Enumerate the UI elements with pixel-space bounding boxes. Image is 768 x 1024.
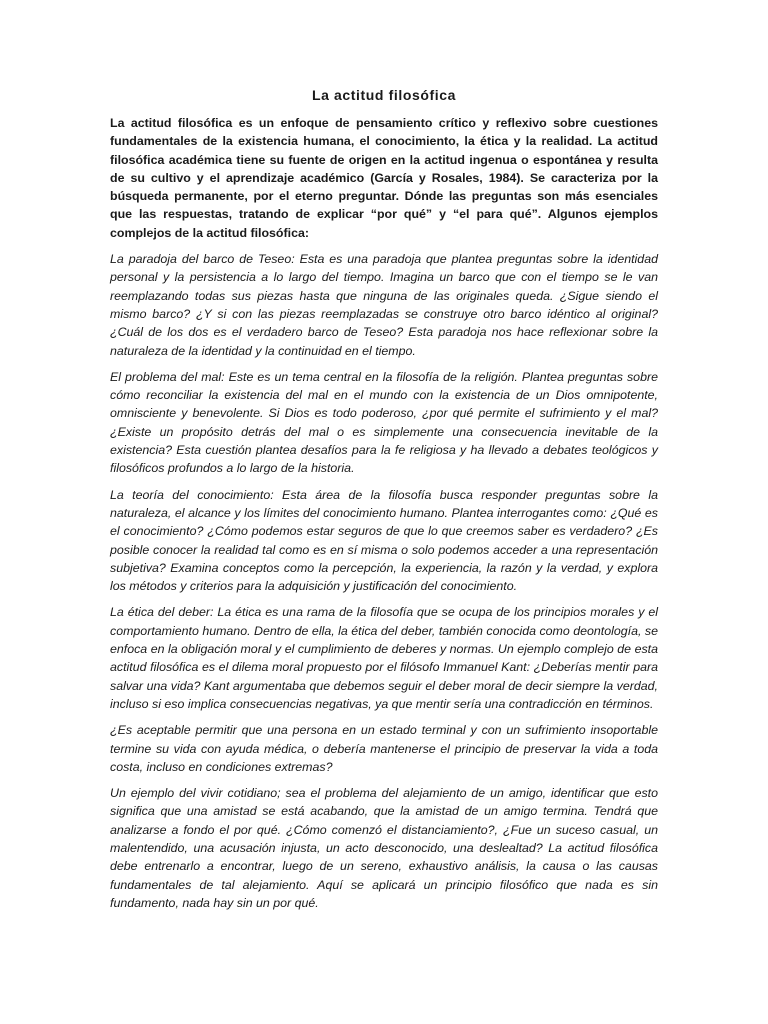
document-title: La actitud filosófica xyxy=(311,87,457,103)
paragraph-eutanasia: ¿Es aceptable permitir que una persona en un estado terminal y con un sufrimiento insoportable termine su vida con ayuda médica, o debería mantenerse el principio de preservar la vida a toda costa, incluso en condiciones extremas? xyxy=(110,723,658,774)
paragraph-vivir-cotidiano: Un ejemplo del vivir cotidiano; sea el problema del alejamiento de un amigo, identificar que esto significa que una amistad se está acabando, que la amistad de un amigo termina. Tendrá que analizarse a fondo el por qué. ¿Cómo comenzó el distanciamiento?, ¿Fue un suceso casual, un malentendido, una acusación injusta, un acto desconocido, una deslealtad? La actitud filosófica debe entrenarlo a encontrar, luego de un sereno, exhaustivo análisis, la causa o las causas fundamentales de tal alejamiento. Aquí se aplicará un principio filosófico que nada es sin fundamento, nada hay sin un por qué. xyxy=(110,786,658,910)
intro-paragraph: La actitud filosófica es un enfoque de pensamiento crítico y reflexivo sobre cuestiones fundamentales de la existencia humana, el conocimiento, la ética y la realidad. La actitud filosófica académica tiene su fuente de origen en la actitud ingenua o espontánea y resulta de su cultivo y el aprendizaje académico (García y Rosales, 1984). Se caracteriza por la búsqueda permanente, por el eterno preguntar. Dónde las preguntas son más esenciales que las respuestas, tratando de explicar “por qué” y “el para qué”. Algunos ejemplos complejos de la actitud filosófica: xyxy=(110,116,658,240)
paragraph-problema-del-mal: El problema del mal: Este es un tema central en la filosofía de la religión. Plantea preguntas sobre cómo reconciliar la existencia del mal en el mundo con la existencia de un Dios omnipotente, omnisciente y benevolente. Si Dios es todo poderoso, ¿por qué permite el sufrimiento y el mal? ¿Existe un propósito detrás del mal o es simplemente una consecuencia inevitable de la existencia? Esta cuestión plantea desafíos para la fe religiosa y ha llevado a debates teológicos y filosóficos profundos a lo largo de la historia. xyxy=(110,369,658,476)
paragraph-teoria-conocimiento: La teoría del conocimiento: Esta área de la filosofía busca responder preguntas sobre la naturaleza, el alcance y los límites del conocimiento humano. Plantea interrogantes como: ¿Qué es el conocimiento? ¿Cómo podemos estar seguros de que lo que creemos saber es verdadero? ¿Es posible conocer la realidad tal como es en sí misma o solo podemos acceder a una representación subjetiva? Examina conceptos como la percepción, la experiencia, la razón y la verdad, y explora los métodos y criterios para la adquisición y justificación del conocimiento. xyxy=(110,487,658,594)
paragraph-etica-deber: La ética del deber: La ética es una rama de la filosofía que se ocupa de los principios morales y el comportamiento humano. Dentro de ella, la ética del deber, también conocida como deontología, se enfoca en la obligación moral y el cumplimiento de deberes y normas. Un ejemplo complejo de esta actitud filosófica es el dilema moral propuesto por el filósofo Immanuel Kant: ¿Deberías mentir para salvar una vida? Kant argumentaba que debemos seguir el deber moral de decir siempre la verdad, incluso si eso implica consecuencias negativas, ya que mentir sería una contradicción en términos. xyxy=(110,605,658,711)
paragraph-teseo: La paradoja del barco de Teseo: Esta es una paradoja que plantea preguntas sobre la identidad personal y la persistencia a lo largo del tiempo. Imagina un barco que con el tiempo se le van reemplazando todas sus piezas hasta que ninguna de las originales queda. ¿Sigue siendo el mismo barco? ¿Y si con las piezas reemplazadas se construye otro barco idéntico al original? ¿Cuál de los dos es el verdadero barco de Teseo? Esta paradoja nos hace reflexionar sobre la naturaleza de la identidad y la continuidad en el tiempo. xyxy=(110,252,658,358)
